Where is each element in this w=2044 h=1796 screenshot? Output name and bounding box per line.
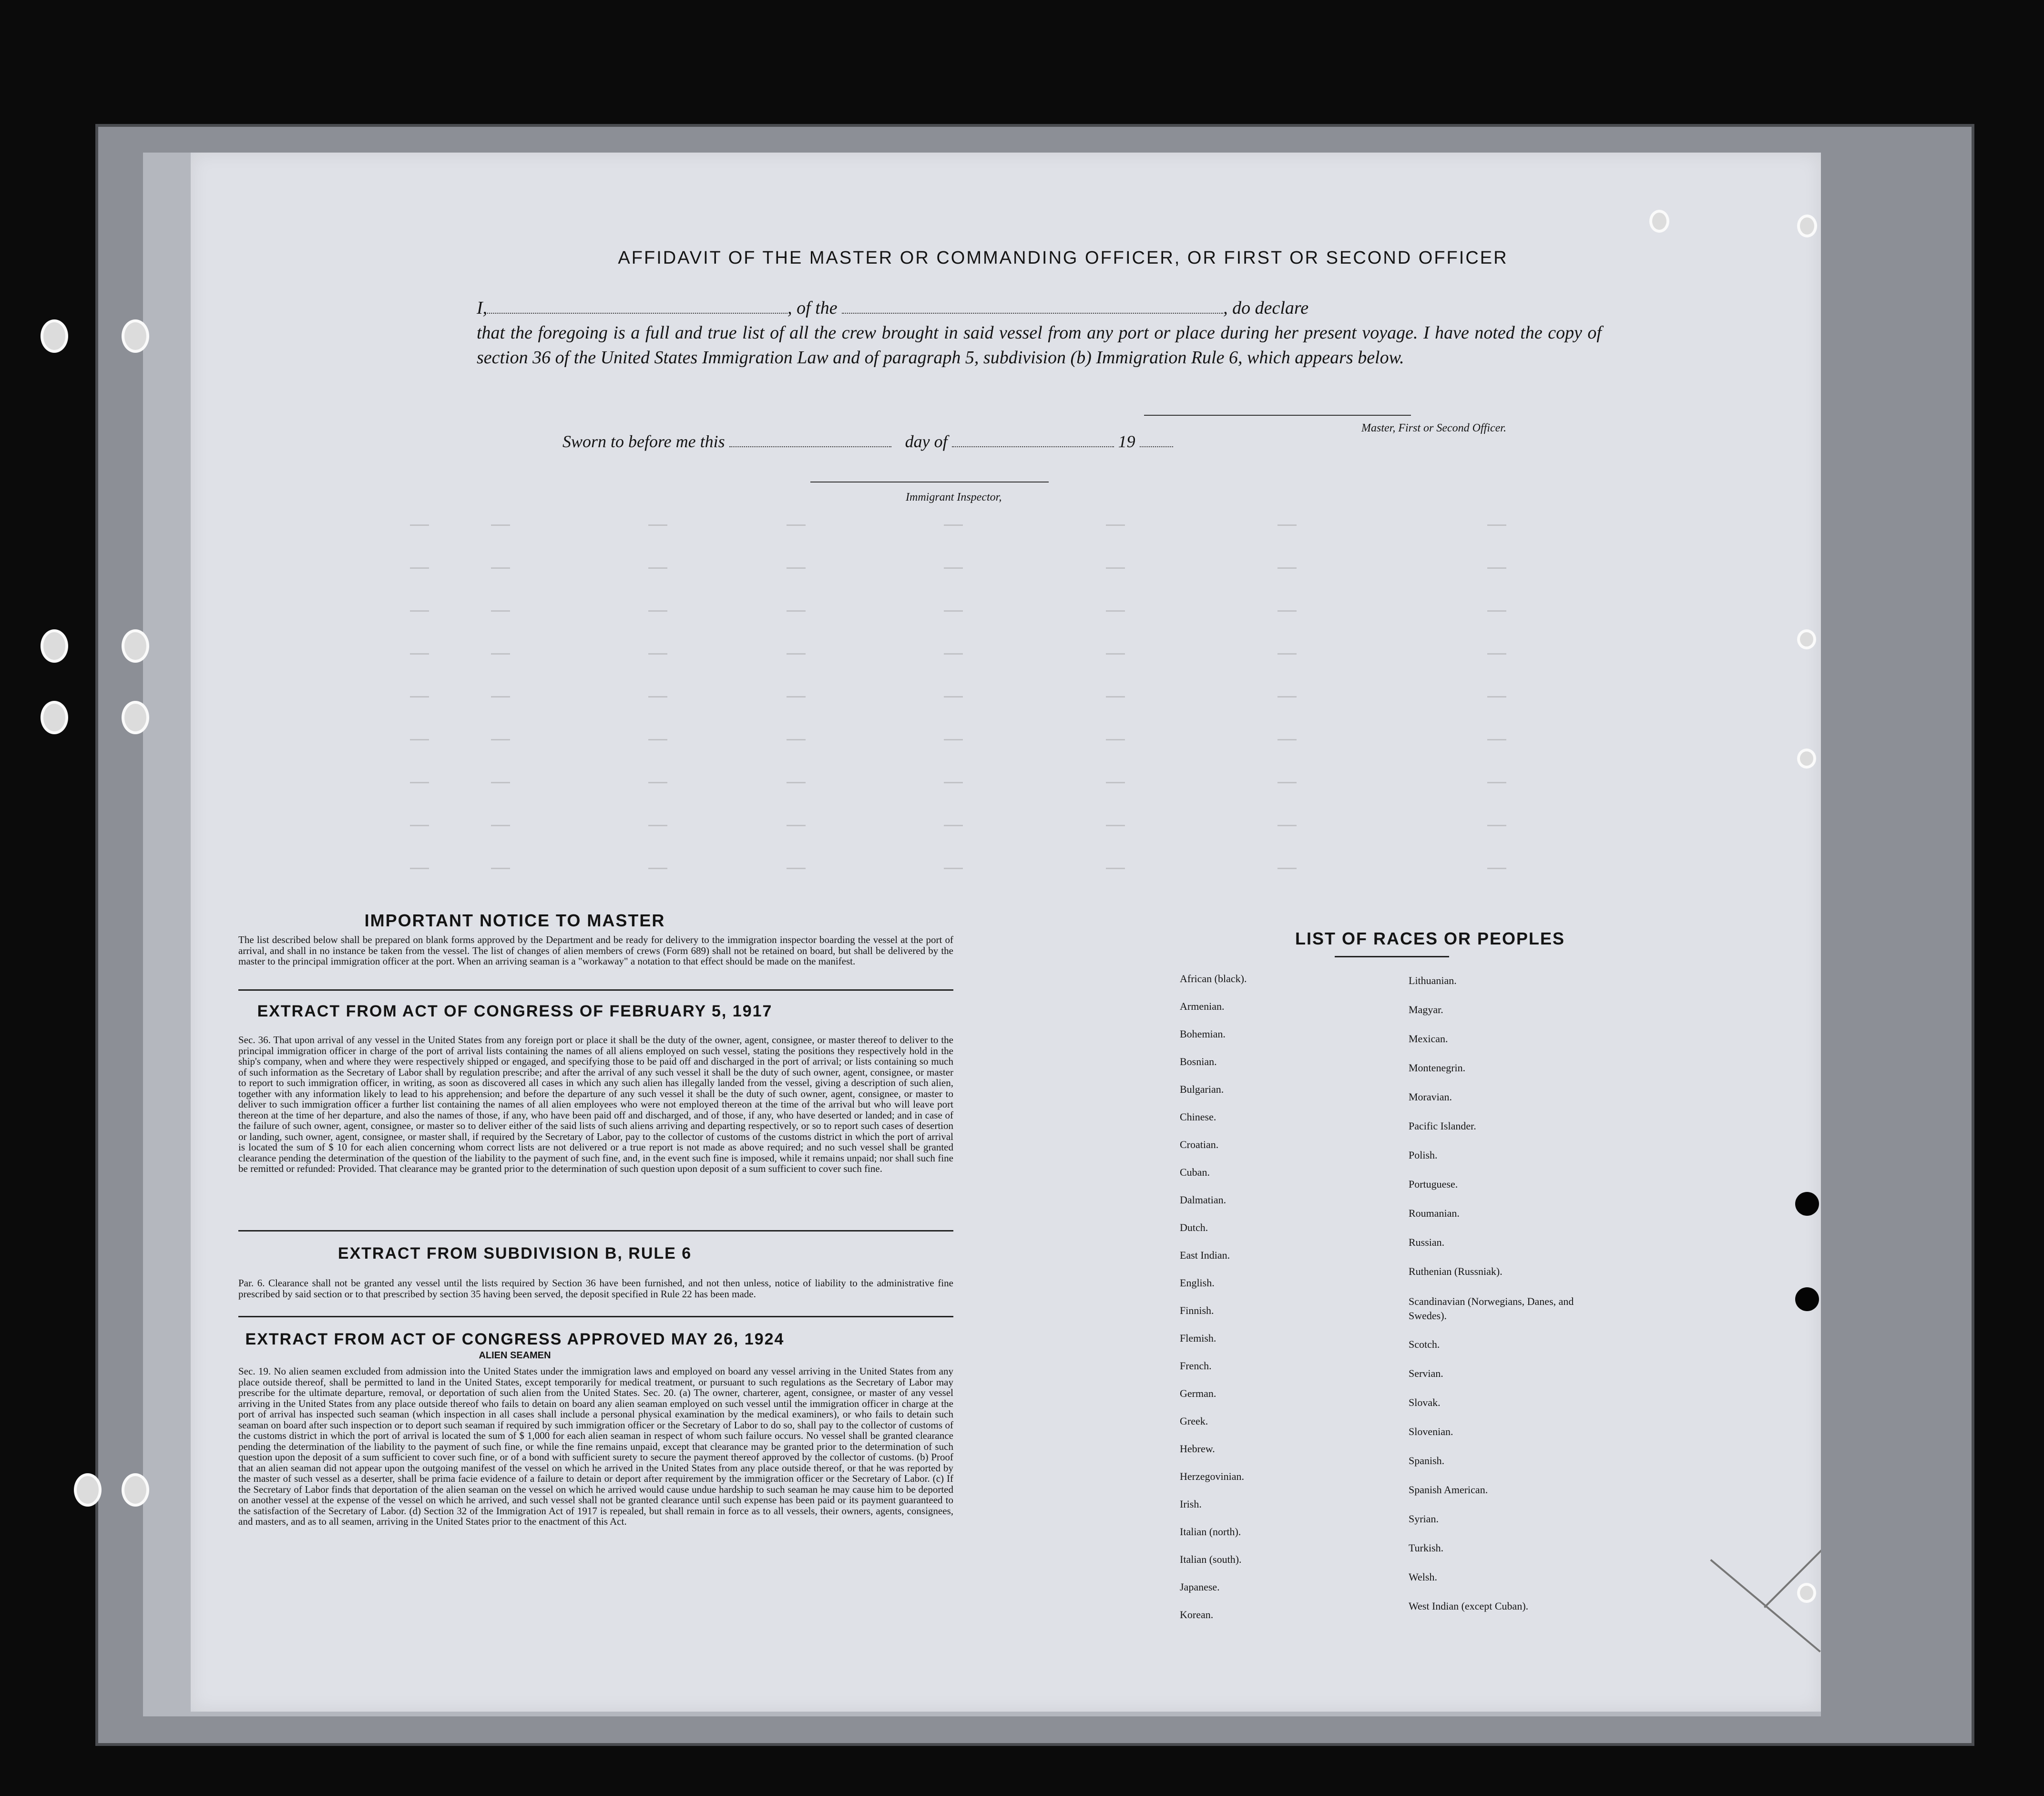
race-item: Spanish. (1409, 1455, 1445, 1467)
races-title-underline (1335, 956, 1449, 957)
race-item: Welsh. (1409, 1571, 1437, 1583)
affidavit-i: I, (477, 298, 488, 318)
race-item: Dutch. (1180, 1221, 1208, 1233)
race-item: Flemish. (1180, 1332, 1216, 1344)
extract-1917-title: EXTRACT FROM ACT OF CONGRESS OF FEBRUARY 5, 1917 (257, 1002, 773, 1020)
punch-hole (1797, 749, 1816, 769)
race-item: Dalmatian. (1180, 1194, 1226, 1206)
notice-text: The list described below shall be prepared on blank forms approved by the Department and be ready for delivery to the immigration inspector boarding the vessel at the port of arrival, and shall in no instance be taken from the vessel. The list of changes of alien members of crews (Form 689) shall not be retained on board, but shall be delivered by the master to the principal immigration officer at the port. When an arriving seaman is a "workaway" a notation to that effect should be made on the manifest. (238, 934, 953, 967)
race-item: English. (1180, 1277, 1215, 1289)
divider (238, 1316, 953, 1317)
race-item: Herzegovinian. (1180, 1470, 1244, 1482)
affidavit-of-the: , of the (787, 298, 838, 318)
affidavit-title: AFFIDAVIT OF THE MASTER OR COMMANDING OFFICER, OR FIRST OR SECOND OFFICER (618, 248, 1508, 268)
race-item: Croatian. (1180, 1139, 1219, 1150)
affidavit-do-declare: , do declare (1223, 298, 1309, 318)
punch-hole (1649, 210, 1669, 233)
year-prefix: 19 (1118, 432, 1135, 451)
race-item: Greek. (1180, 1415, 1208, 1427)
name-blank[interactable] (487, 313, 787, 314)
binder-hole (41, 319, 68, 353)
sworn-line (562, 431, 1173, 452)
race-item: Armenian. (1180, 1000, 1225, 1012)
race-item: Slovenian. (1409, 1426, 1453, 1437)
race-item: Syrian. (1409, 1513, 1439, 1525)
vessel-blank[interactable] (842, 313, 1223, 314)
affidavit-body (477, 296, 1602, 370)
race-item: Chinese. (1180, 1111, 1216, 1123)
sworn-prefix: Sworn to before me this (562, 432, 725, 451)
manifest-page (191, 153, 1821, 1712)
race-item: Italian (north). (1180, 1526, 1241, 1538)
punch-hole (1797, 215, 1817, 237)
day-of-label: day of (905, 432, 948, 451)
race-item: Hebrew. (1180, 1443, 1215, 1455)
race-item: Cuban. (1180, 1166, 1210, 1178)
divider (238, 1230, 953, 1232)
race-item: Turkish. (1409, 1542, 1444, 1554)
signature-label: Master, First or Second Officer. (1361, 422, 1506, 434)
race-item: Moravian. (1409, 1091, 1452, 1103)
alien-seamen-subtitle: ALIEN SEAMEN (479, 1350, 551, 1361)
extract-1917-text: Sec. 36. That upon arrival of any vessel in the United States from any foreign port or place it shall be the duty of the owner, agent, consignee, or master thereof to deliver to the principal immigration officer in charge of the port of arrival lists containing the names of all aliens employed on such vessel, stating the positions they respectively hold in the ship's company, when and where they were respectively shipped or engaged, and specifying those to be paid off and discharged in the port of arrival; or lists containing so much of such information as the Secretary of Labor shall by regulation prescribe; and after the arrival of any such vessel it shall be the duty of such owner, agent, consignee, or master to report to such immigration officer, in writing, as soon as discovered all cases in which any such alien has illegally landed from the vessel, giving a description of such alien, together with any information likely to lead to his apprehension; and before the departure of any such vessel it shall be the duty of such owner, agent, consignee, or master to deliver to such immigration officer a further list containing the names of all alien employees who were not employed thereon at the time of the arrival but who will leave port thereon at the time of her departure, and also the names of those, if any, who have been paid off and discharged, and of those, if any, who have deserted or landed; and in case of the failure of such owner, agent, consignee, or master so to deliver either of the said lists of such aliens arriving and departing respectively, or so to report such cases of desertion or landing, such owner, agent, consignee, or master shall, if required by the Secretary of Labor, pay to the collector of customs of the customs district in which the port of arrival is located the sum of $ 10 for each alien concerning whom correct lists are not delivered or a true report is not made as above required; and no such vessel shall be granted clearance pending the determination of the question of the liability to the payment of such fine, and, in the event such fine is imposed, while it remains unpaid; nor shall such fine be remitted or refunded: Provided. That clearance may be granted prior to the determination of such question upon deposit of a sum sufficient to cover such fine. (238, 1034, 953, 1174)
race-item: Spanish American. (1409, 1484, 1488, 1496)
binder-hole (122, 701, 149, 734)
race-item: Magyar. (1409, 1004, 1443, 1016)
affidavit-text: that the foregoing is a full and true list of all the crew brought in said vessel from any port or place during her present voyage. I have noted the copy of section 36 of the United States Immigration Law and of paragraph 5, subdivision (b) Immigration Rule 6, which appears below. (477, 323, 1602, 368)
binder-hole (122, 1473, 149, 1507)
rule6-text: Par. 6. Clearance shall not be granted any vessel until the lists required by Section 36 have been furnished, and not then unless, notice of liability to the administrative fine prescribed by said section or to that prescribed by section 35 having been served, the deposit specified in Rule 22 has been made. (238, 1277, 953, 1300)
divider (238, 989, 953, 991)
sworn-date-blank[interactable] (729, 446, 891, 447)
race-item: Slovak. (1409, 1396, 1441, 1408)
race-item: Polish. (1409, 1149, 1438, 1161)
race-item: Ruthenian (Russniak). (1409, 1265, 1502, 1277)
binder-hole (122, 629, 149, 663)
race-item: German. (1180, 1387, 1216, 1399)
punch-hole (1797, 629, 1816, 649)
race-item: Scotch. (1409, 1338, 1440, 1350)
punch-hole (1797, 1583, 1816, 1603)
race-item: Korean. (1180, 1609, 1214, 1621)
month-blank[interactable] (952, 446, 1114, 447)
race-item: Lithuanian. (1409, 975, 1457, 986)
race-item: Finnish. (1180, 1304, 1214, 1316)
year-blank[interactable] (1140, 446, 1173, 447)
race-item: Roumanian. (1409, 1207, 1460, 1219)
race-item: Montenegrin. (1409, 1062, 1466, 1074)
race-item: Bohemian. (1180, 1028, 1226, 1040)
punch-hole (1795, 1192, 1819, 1216)
race-item: Bulgarian. (1180, 1083, 1224, 1095)
race-item: Pacific Islander. (1409, 1120, 1476, 1132)
races-title: LIST OF RACES OR PEOPLES (1295, 929, 1565, 948)
race-item: West Indian (except Cuban). (1409, 1600, 1529, 1612)
extract-1924-text: Sec. 19. No alien seamen excluded from admission into the United States under the immigration laws and employed on board any vessel arriving in the United States from any place outside thereof, shall be permitted to land in the United States, except temporarily for medical treatment, or pursuant to such regulations as the Secretary of Labor may prescribe for the ultimate departure, removal, or deportation of such alien from the United States. Sec. 20. (a) The owner, charterer, agent, consignee, or master of any vessel arriving in the United States from any place outside thereof who fails to detain on board any alien seaman employed on such vessel until the immigration officer in charge at the port of arrival has inspected such seaman (which inspection in all cases shall include a personal physical examination by the medical examiners), or who fails to detain such seaman on board after such inspection or to deport such seaman if required by such immigration officer or the Secretary of Labor to do so, shall pay to the collector of customs of the customs district in which the port of arrival is located the sum of $ 1,000 for each alien seaman in respect of whom such failure occurs. No vessel shall be granted clearance pending the determination of the liability to the payment of such fine, or while the fine remains unpaid, except that clearance may be granted prior to the determination of such question upon the deposit of a sum sufficient to cover such fine, or of a bond with sufficient surety to secure the payment thereof approved by the collector of customs. (b) Proof that an alien seaman did not appear upon the outgoing manifest of the vessel on which he arrived in the United States from any place outside thereof, or that he was reported by the master of such vessel as a deserter, shall be prima facie evidence of a failure to detain or deport after requirement by the immigration officer or the Secretary of Labor. (c) If the Secretary of Labor finds that deportation of the alien seaman on the vessel on which he arrived would cause undue hardship to such seaman he may cause him to be deported on another vessel at the expense of the vessel on which he arrived, and such vessel shall not be granted clearance until such expense has been paid or its payment guaranteed to the satisfaction of the Secretary of Labor. (d) Section 32 of the Immigration Act of 1917 is repealed, but shall remain in force as to all vessels, their owners, agents, consignees, and masters, and as to all seamen, arriving in the United States prior to the enactment of this Act. (238, 1365, 953, 1527)
extract-1924-title: EXTRACT FROM ACT OF CONGRESS APPROVED MAY 26, 1924 (245, 1330, 785, 1348)
rule6-title: EXTRACT FROM SUBDIVISION B, RULE 6 (337, 1244, 692, 1262)
race-item: Portuguese. (1409, 1178, 1458, 1190)
race-item: Bosnian. (1180, 1056, 1217, 1067)
race-item: Scandinavian (Norwegians, Danes, and Swedes). (1409, 1295, 1574, 1322)
race-item: French. (1180, 1360, 1212, 1372)
signature-line[interactable] (1144, 415, 1411, 416)
race-item: Russian. (1409, 1236, 1445, 1248)
race-item: Servian. (1409, 1367, 1443, 1379)
race-item: Irish. (1180, 1498, 1202, 1510)
binder-hole (122, 319, 149, 353)
inspector-label: Immigrant Inspector, (906, 491, 1002, 503)
race-item: African (black). (1180, 973, 1247, 985)
race-item: Mexican. (1409, 1033, 1448, 1045)
binder-hole (41, 701, 68, 734)
binder-hole (74, 1473, 102, 1507)
punch-hole (1795, 1287, 1819, 1311)
race-item: East Indian. (1180, 1249, 1230, 1261)
notice-title: IMPORTANT NOTICE TO MASTER (364, 911, 665, 930)
binder-hole (41, 629, 68, 663)
race-item: Italian (south). (1180, 1553, 1242, 1565)
race-item: Japanese. (1180, 1581, 1220, 1593)
